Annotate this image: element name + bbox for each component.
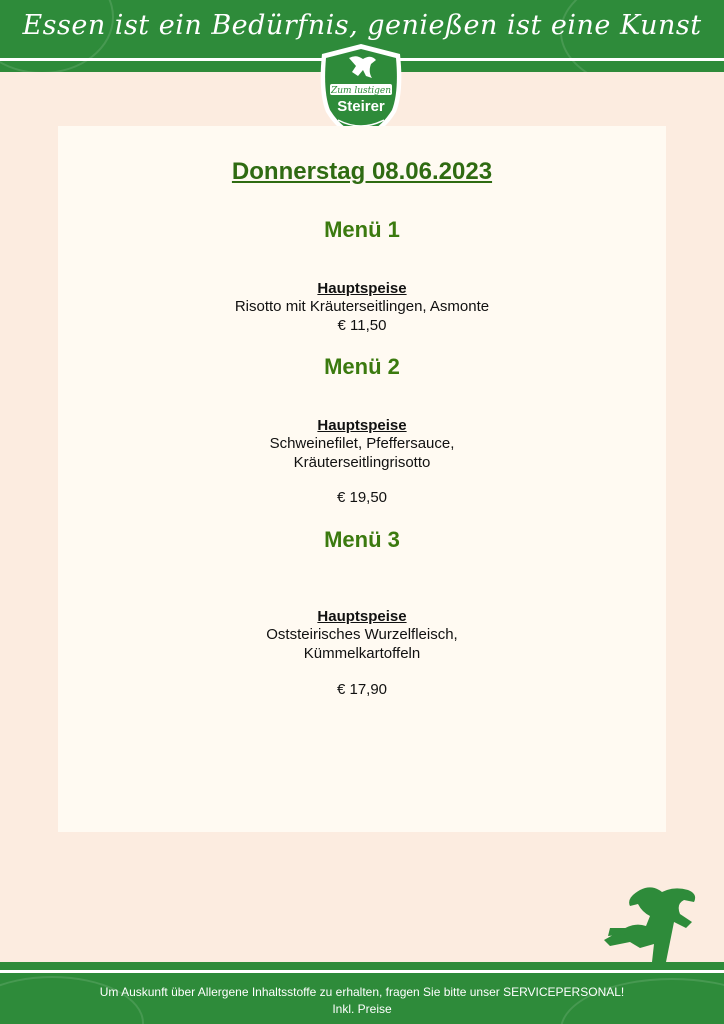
menu-2-dish-line-2: Kräuterseitlingrisotto xyxy=(293,454,431,471)
svg-text:Zum lustigen: Zum lustigen xyxy=(330,86,392,96)
menu-2-dish-line-1: Schweinefilet, Pfeffersauce, xyxy=(269,435,455,452)
menu-1-dish: Risotto mit Kräuterseitlingen, Asmonte xyxy=(234,298,490,315)
menu-3-dish-line-2: Kümmelkartoffeln xyxy=(303,645,421,662)
menu-2-price: € 19,50 xyxy=(336,489,388,506)
footer-banner xyxy=(0,962,724,1024)
menu-3-price: € 17,90 xyxy=(336,681,388,698)
menu-date: Donnerstag 08.06.2023 xyxy=(231,158,493,185)
menu-3-dish-line-1: Oststeirisches Wurzelfleisch, xyxy=(266,626,458,643)
price-notice: Inkl. Preise xyxy=(332,1002,392,1016)
slogan: Essen ist ein Bedürfnis, genießen ist eine Kunst xyxy=(22,10,702,41)
mascot-icon xyxy=(600,882,704,968)
decorative-swirl xyxy=(0,976,144,1024)
menu-1-title: Menü 1 xyxy=(324,217,400,242)
menu-1-course: Hauptspeise xyxy=(317,280,407,297)
menu-1-price: € 11,50 xyxy=(337,317,387,334)
allergen-notice: Um Auskunft über Allergene Inhaltsstoffe zu erhalten, fragen Sie bitte unser SERVICEPERSONAL! xyxy=(99,985,625,999)
menu-3-course: Hauptspeise xyxy=(317,608,407,625)
svg-text:Steirer: Steirer xyxy=(337,98,385,115)
menu-2-title: Menü 2 xyxy=(324,354,400,379)
footer-rule xyxy=(0,970,724,973)
menu-2-course: Hauptspeise xyxy=(317,417,407,434)
menu-3-title: Menü 3 xyxy=(324,527,400,552)
